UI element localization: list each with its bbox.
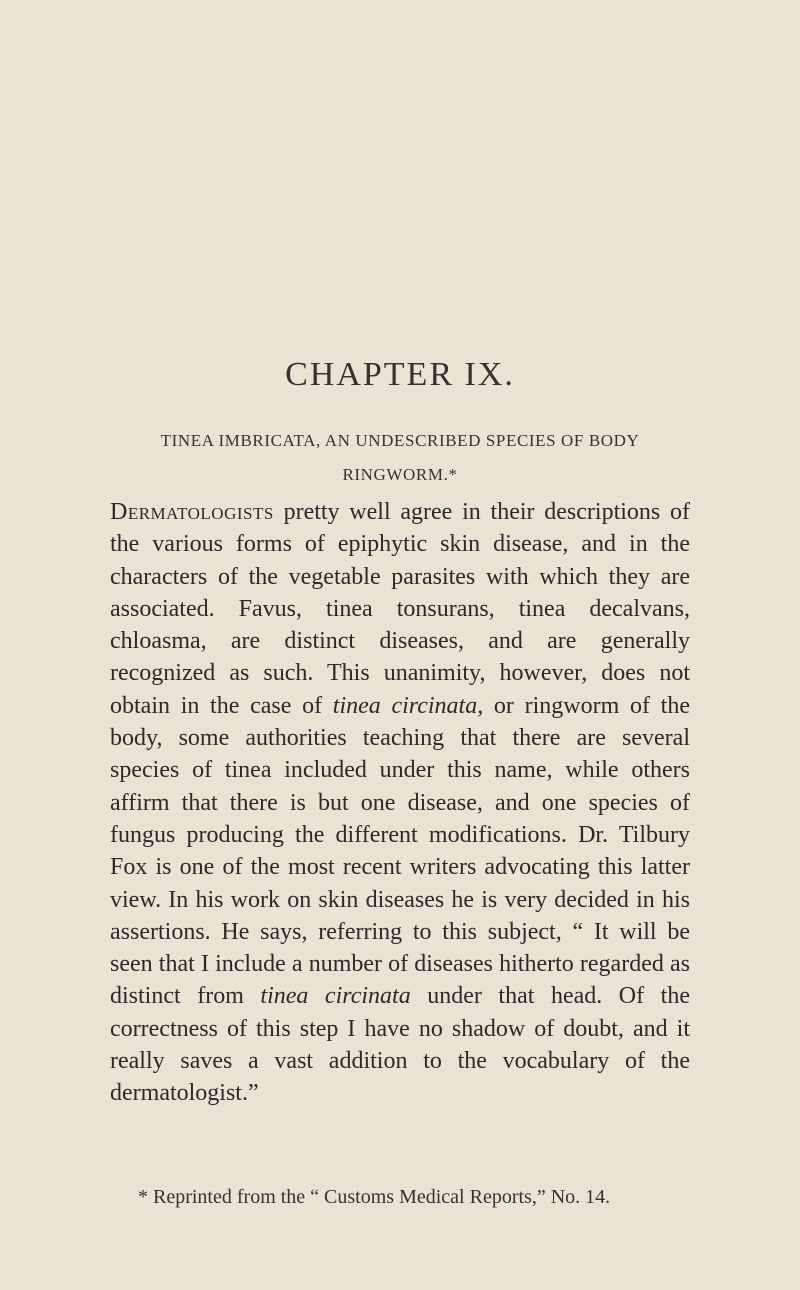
italic-term-tinea-circinata-2: tinea circinata [260, 983, 411, 1010]
italic-term-tinea-circinata: tinea circinata [332, 692, 478, 719]
chapter-title: CHAPTER IX. [285, 356, 515, 393]
body-paragraph [110, 496, 690, 1110]
body-text-segment-1: pretty well agree in their descriptions of the various forms of epiphytic skin disease, and in the characters of the vegetable parasites with which they are associated. Favus, tinea tonsurans, tinea decalvans, chloasma, are distinct diseases, and are generally recognized as such. This unanimity, however, does not obtain in the case of [110, 499, 690, 719]
body-text-segment-3: under that head. Of the correctness of this step I have no shadow of doubt, and it really saves a vast addition to the vocabulary of the dermatologist.” [110, 983, 690, 1107]
footnote: * Reprinted from the “ Customs Medical Reports,” No. 14. [138, 1186, 611, 1208]
lead-word: Dermatologists [110, 499, 274, 525]
chapter-subtitle: TINEA IMBRICATA, AN UNDESCRIBED SPECIES OF BODY RINGWORM.* [160, 431, 640, 484]
body-text-segment-2: , or ringworm of the body, some authorities teaching that there are several species of tinea included under this name, while others affirm that there is but one disease, and one species of fungus producing the different modifications. Dr. Tilbury Fox is one of the most recent writers advocating this latter view. In his work on skin diseases he is very decided in his assertions. He says, referring to this subject, “ It will be seen that I include a number of diseases hitherto regarded as distinct from [110, 692, 690, 1010]
